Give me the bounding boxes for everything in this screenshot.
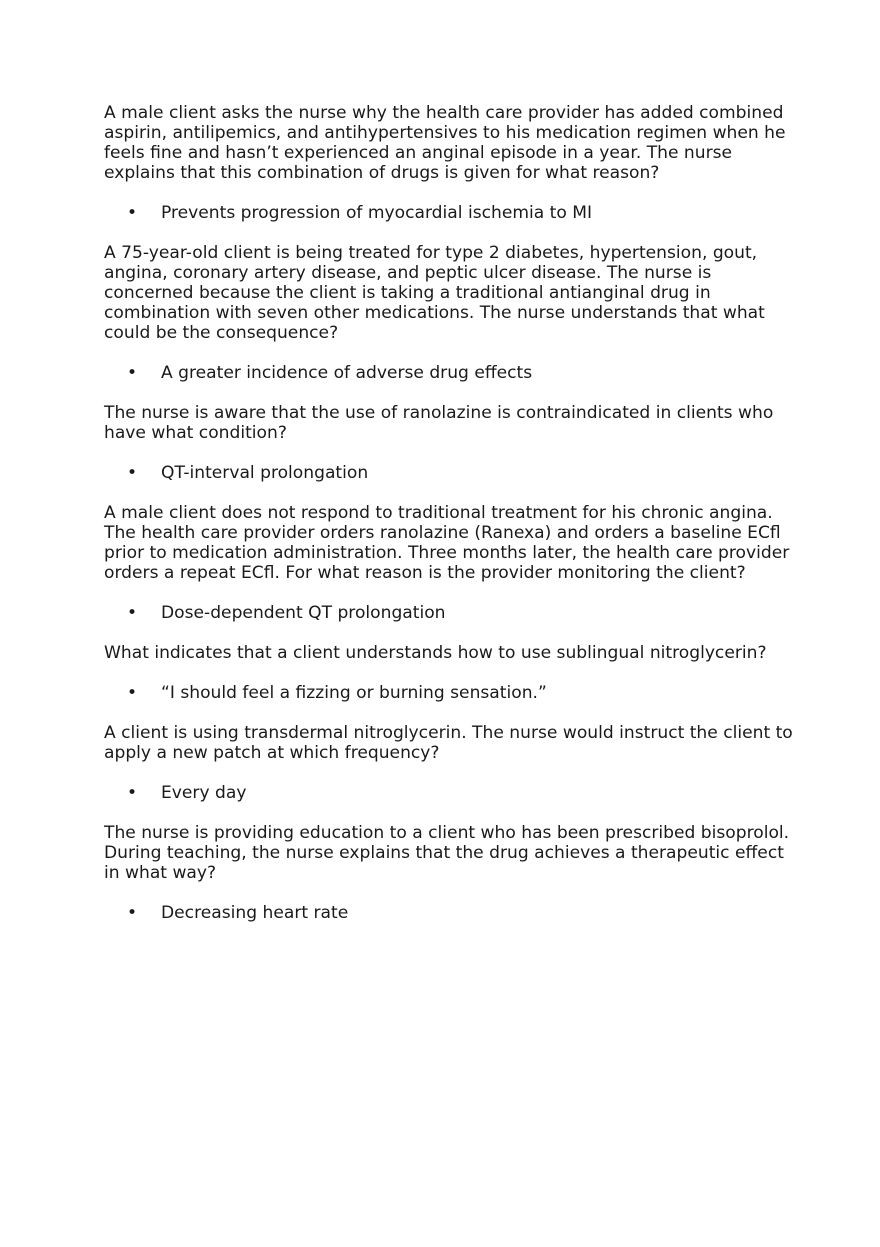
answer-text-6: Every day (161, 783, 247, 803)
answer-list-3 (104, 463, 794, 483)
answer-6 (104, 783, 794, 803)
qa-item-4 (104, 503, 794, 623)
answer-4 (104, 603, 794, 623)
answer-list-7 (104, 903, 794, 923)
qa-item-1 (104, 103, 794, 223)
question-4: A male client does not respond to traditional treatment for his chronic angina. The health care provider orders ranolazine (Ranexa) and orders a baseline ECﬂ prior to medication administration. Three months later, the health care provider orders a repeat ECﬂ. For what reason is the provider monitoring the client? (104, 503, 790, 583)
qa-item-6 (104, 723, 794, 803)
qa-item-5 (104, 643, 794, 703)
answer-text-5: “I should feel a fizzing or burning sensation.” (161, 683, 547, 703)
answer-7 (104, 903, 794, 923)
bullet-icon: • (127, 603, 138, 623)
answer-5 (104, 683, 794, 703)
qa-item-2 (104, 243, 794, 383)
answer-text-7: Decreasing heart rate (161, 903, 349, 923)
qa-item-3 (104, 403, 794, 483)
answer-list-1 (104, 203, 794, 223)
answer-text-1: Prevents progression of myocardial ischemia to MI (161, 203, 593, 223)
bullet-icon: • (127, 363, 138, 383)
qa-item-7 (104, 823, 794, 923)
bullet-icon: • (127, 463, 138, 483)
bullet-icon: • (127, 903, 138, 923)
qa-content (104, 103, 794, 943)
question-7: The nurse is providing education to a client who has been prescribed bisoprolol. During teaching, the nurse explains that the drug achieves a therapeutic effect in what way? (104, 823, 790, 883)
answer-list-2 (104, 363, 794, 383)
answer-list-4 (104, 603, 794, 623)
question-5: What indicates that a client understands how to use sublingual nitroglycerin? (104, 643, 767, 663)
answer-text-4: Dose-dependent QT prolongation (161, 603, 446, 623)
bullet-icon: • (127, 783, 138, 803)
answer-1 (104, 203, 794, 223)
bullet-icon: • (127, 203, 138, 223)
question-2: A 75-year-old client is being treated for type 2 diabetes, hypertension, gout, angina, coronary artery disease, and peptic ulcer disease. The nurse is concerned because the client is taking a traditional antianginal drug in combination with seven other medications. The nurse understands that what could be the consequence? (104, 243, 765, 343)
answer-2 (104, 363, 794, 383)
question-1: A male client asks the nurse why the health care provider has added combined aspirin, antilipemics, and antihypertensives to his medication regimen when he feels fine and hasn’t experienced an anginal episode in a year. The nurse explains that this combination of drugs is given for what reason? (104, 103, 786, 183)
question-6: A client is using transdermal nitroglycerin. The nurse would instruct the client to apply a new patch at which frequency? (104, 723, 793, 763)
bullet-icon: • (127, 683, 138, 703)
answer-text-3: QT-interval prolongation (161, 463, 369, 483)
answer-text-2: A greater incidence of adverse drug effects (161, 363, 533, 383)
question-3: The nurse is aware that the use of ranolazine is contraindicated in clients who have what condition? (104, 403, 774, 443)
answer-list-5 (104, 683, 794, 703)
answer-list-6 (104, 783, 794, 803)
answer-3 (104, 463, 794, 483)
